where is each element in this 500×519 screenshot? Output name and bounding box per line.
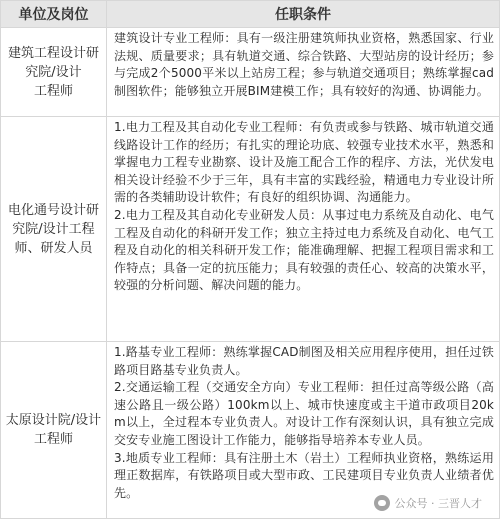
header-position: 单位及岗位 [18,7,89,23]
header-requirements-cell [107,0,500,28]
table-row [0,28,500,117]
requirement-paragraph: 3.地质专业工程师：具有注册土木（岩土）工程师执业资格，熟练运用理正数据库，有铁路项目或大型市政、工民建项目专业负责人业绩者优先。 [114,450,494,500]
requirement-paragraph: 1.电力工程及其自动化专业工程师：有负责或参与铁路、城市轨道交通线路设计工作的经历；有扎实的理论功底、较强专业技术水平，熟悉和掌握电力工程专业勘察、设计及施工配合工作的程序、方法，光伏发电相关设计经验不少于三年，具有丰富的实践经验，精通电力专业设计所需的各类辅助设计软件；有良好的组织协调、沟通能力。 [114,120,494,205]
table-row [0,117,500,342]
position-line: 师、研发人员 [14,240,93,256]
header-requirements: 任职条件 [275,7,331,23]
position-line: 工程师 [33,83,73,99]
position-line: 究院/设计 [25,64,82,80]
position-line: 太原设计院/设计 [5,413,102,428]
watermark-text: 公众号 · 三晋人才 [394,497,482,510]
position-line: 电化通号设计研 [7,202,99,218]
position-cell [0,28,107,117]
position-line: 工程师 [33,432,73,447]
table-row [0,342,500,519]
header-position-cell [0,0,107,28]
requirement-paragraph: 2.交通运输工程（交通安全方向）专业工程师：担任过高等级公路（高速公路且一级公路）100km以上、城市快速度或主干道市政项目20km以上，全过程本专业负责人。对设计工作有深刻认识，具有独立完成交安专业施工图设计工作能力，能够指导培养本专业人员。 [114,380,494,447]
position-cell [0,117,107,342]
position-line: 究院/设计工程 [12,221,95,237]
requirements-cell [107,342,500,519]
requirement-paragraph: 1.路基专业工程师：熟练掌握CAD制图及相关应用程序使用，担任过铁路项目路基专业负责人。 [114,345,494,377]
watermark [374,495,483,511]
wechat-icon [374,495,390,511]
requirements-cell [107,28,500,117]
position-line: 建筑工程设计研 [7,45,99,61]
requirement-paragraph: 2.电力工程及其自动化专业研发人员：从事过电力系统及自动化、电气工程及自动化的科研开发工作；独立主持过电力系统及自动化、电气工程及自动化的相关科研开发工作；能准确理解、把握工程项目需求和工作特点；具备一定的抗压能力；具有较强的责任心、较高的决策水平，较强的分析问题、解决问题的能力。 [114,207,494,293]
requirement-paragraph: 建筑设计专业工程师：具有一级注册建筑师执业资格，熟悉国家、行业法规、质量要求；具有轨道交通、综合铁路、大型站房的设计经历；参与完成2个5000平米以上站房工程；参与轨道交通项目；熟练掌握cad制图软件；能够独立开展BIM建模工作；具有较好的沟通、协调能力。 [114,31,494,98]
requirements-cell [107,117,500,342]
table-header [0,0,500,28]
position-cell [0,342,107,519]
